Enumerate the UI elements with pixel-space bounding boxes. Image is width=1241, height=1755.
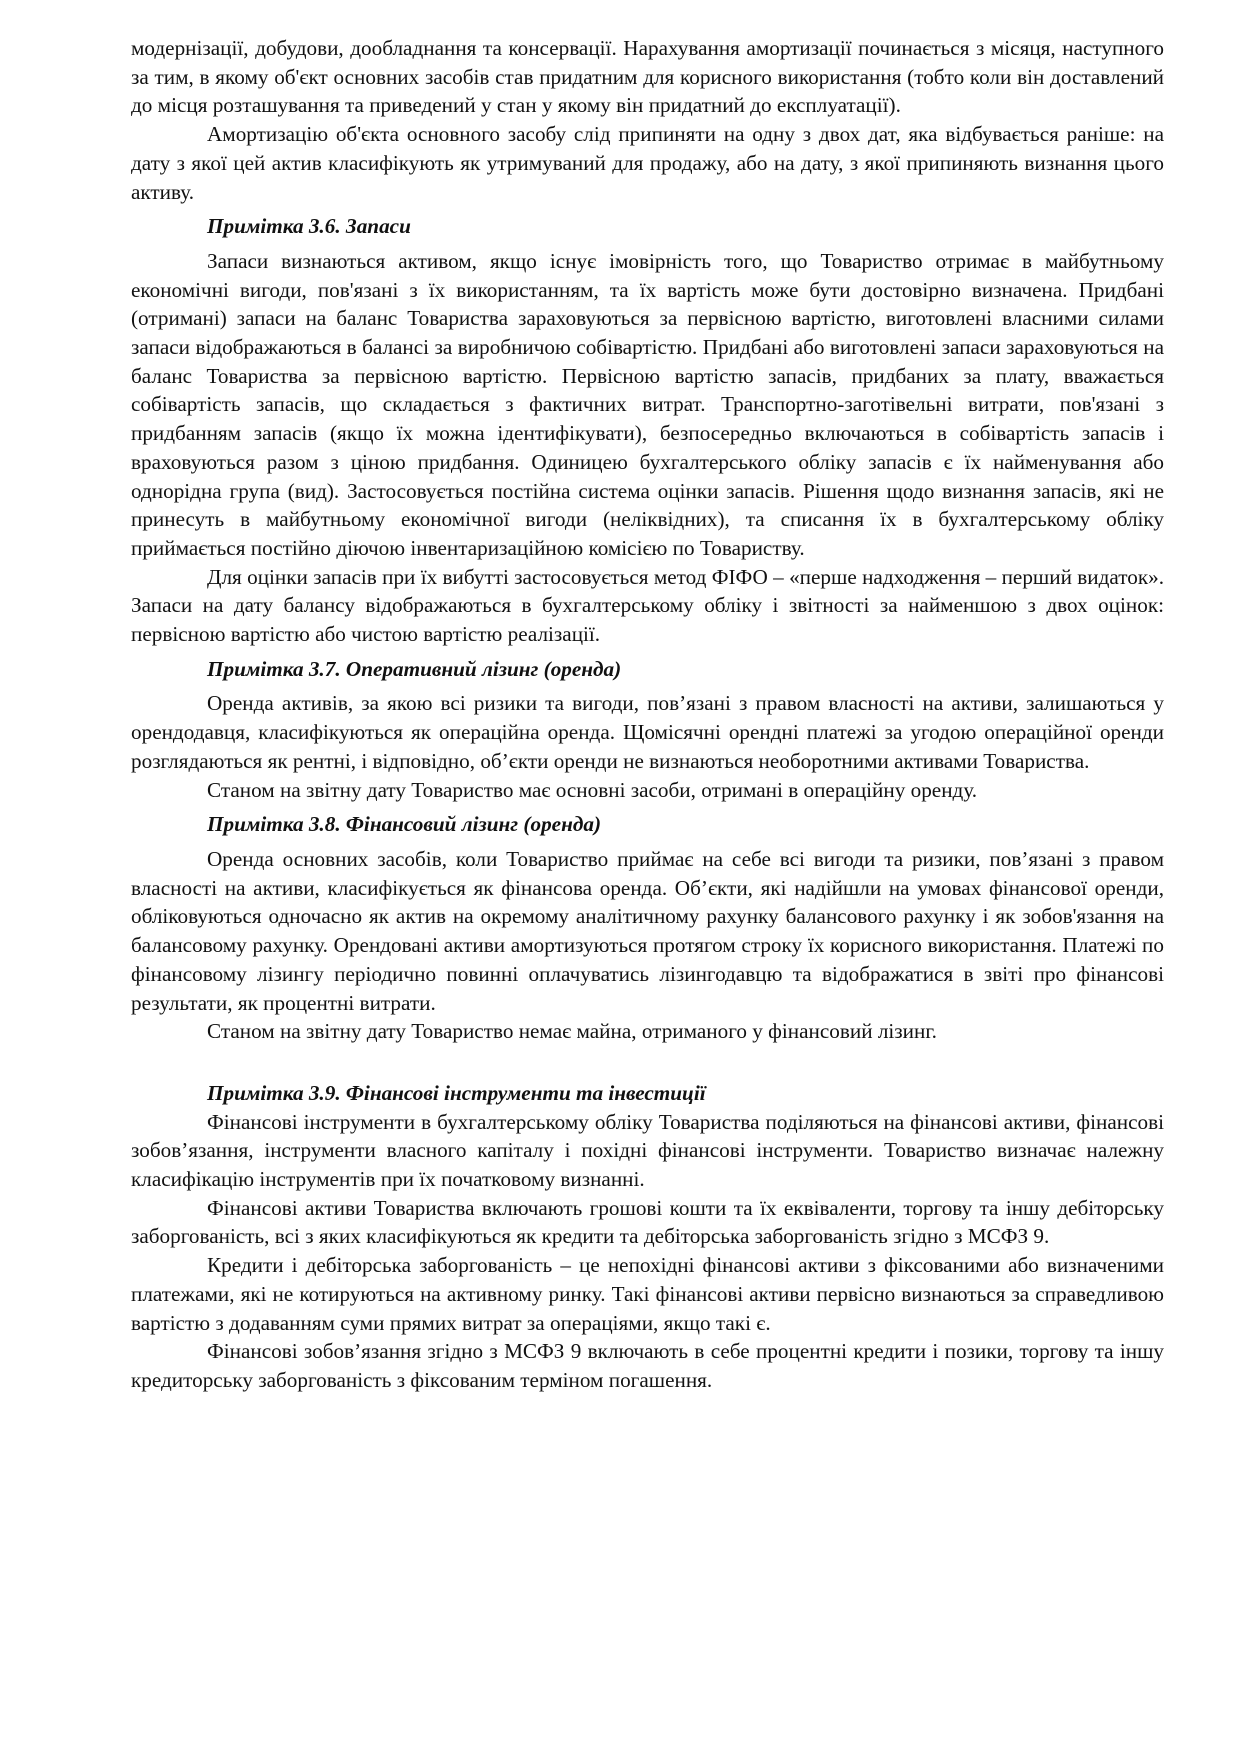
heading-note-3-9: Примітка 3.9. Фінансові інструменти та інвестиції [207,1080,706,1105]
paragraph-financial-liabilities: Фінансові зобов’язання згідно з МСФЗ 9 включають в себе процентні кредити і позики, торгову та іншу кредиторську заборгованість з фіксованим терміном погашення. [131,1339,1164,1392]
paragraph-inventory-fifo: Для оцінки запасів при їх вибутті застосовується метод ФІФО – «перше надходження – перший видаток». Запаси на дату балансу відображаються в бухгалтерському обліку і звітності за найменшою з двох оцінок: первісною вартістю або чистою вартістю реалізації. [131,564,1164,647]
heading-note-3-6: Примітка 3.6. Запаси [207,214,411,239]
paragraph-amortization-stop: Амортизацію об'єкта основного засобу слід припиняти на одну з двох дат, яка відбувається раніше: на дату з якої цей актив класифікують як утримуваний для продажу, або на дату, з якої припиняють визнання цього активу. [131,122,1164,204]
heading-note-3-7: Примітка 3.7. Оперативний лізинг (оренда) [207,656,622,681]
document-page [131,34,1164,1395]
paragraph-inventory-recognition: Запаси визнаються активом, якщо існує імовірність того, що Товариство отримає в майбутньому економічні вигоди, пов'язані з їх використанням, та їх вартість може бути достовірно визначена. Придбані (отримані) запаси на баланс Товариства зараховуються за первісною вартістю, виготовлені власними силами запаси відображаються в балансі за виробничою собівартістю. Придбані або виготовлені запаси зараховуються на баланс Товариства за первісною вартістю. Первісною вартістю запасів, придбаних за плату, вважається собівартість запасів, що складається з фактичних витрат. Транспортно-заготівельні витрати, пов'язані з придбанням запасів (якщо їх можна ідентифікувати), безпосередньо включаються в собівартість запасів і враховуються разом з ціною придбання. Одиницею бухгалтерського обліку запасів є їх найменування або однорідна група (вид). Застосовується постійна система оцінки запасів. Рішення щодо визнання запасів, які не принесуть в майбутньому економічної вигоди (неліквідних), та списання їх в бухгалтерському обліку приймається постійно діючою інвентаризаційною комісією по Товариству. [131,248,1164,560]
paragraph-amortization-start: модернізації, добудови, дообладнання та консервації. Нарахування амортизації починається з місяця, наступного за тим, в якому об'єкт основних засобів став придатним для корисного використання (тобто коли він доставлений до місця розташування та приведений у стан у якому він придатний до експлуатації). [131,36,1164,118]
paragraph-finance-lease-status: Станом на звітну дату Товариство немає майна, отриманого у фінансовий лізинг. [207,1019,937,1044]
paragraph-financial-assets: Фінансові активи Товариства включають грошові кошти та їх еквіваленти, торгову та іншу дебіторську заборгованість, всі з яких класифікуються як кредити та дебіторська заборгованість згідно з МСФЗ 9. [131,1195,1164,1249]
paragraph-loans-receivables: Кредити і дебіторська заборгованість – це непохідні фінансові активи з фіксованими або визначеними платежами, які не котируються на активному ринку. Такі фінансові активи первісно визнаються за справедливою вартістю з додаванням суми прямих витрат за операціями, якщо такі є. [131,1253,1164,1335]
heading-note-3-8: Примітка 3.8. Фінансовий лізинг (оренда) [207,812,601,837]
paragraph-financial-instruments: Фінансові інструменти в бухгалтерському обліку Товариства поділяються на фінансові активи, фінансові зобов’язання, інструменти власного капіталу і похідні фінансові інструменти. Товариство визначає належну класифікацію інструментів при їх початковому визнанні. [131,1109,1164,1192]
paragraph-finance-lease: Оренда основних засобів, коли Товариство приймає на себе всі вигоди та ризики, пов’язані з правом власності на активи, класифікується як фінансова оренда. Об’єкти, які надійшли на умовах фінансової оренди, обліковуються одночасно як актив на окремому аналітичному рахунку балансового рахунку і як зобов'язання на балансовому рахунку. Орендовані активи амортизуються протягом строку їх корисного використання. Платежі по фінансовому лізингу періодично повинні оплачуватись лізингодавцю та відображатися в звіті про фінансові результати, як процентні витрати. [131,846,1164,1015]
paragraph-operating-lease-status: Станом на звітну дату Товариство має основні засоби, отримані в операційну оренду. [207,777,978,802]
paragraph-operating-lease: Оренда активів, за якою всі ризики та вигоди, пов’язані з правом власності на активи, залишаються у орендодавця, класифікуються як операційна оренда. Щомісячні орендні платежі за угодою операційної оренди розглядаються як рентні, і відповідно, об’єкти оренди не визнаються необоротними активами Товариства. [131,691,1164,773]
